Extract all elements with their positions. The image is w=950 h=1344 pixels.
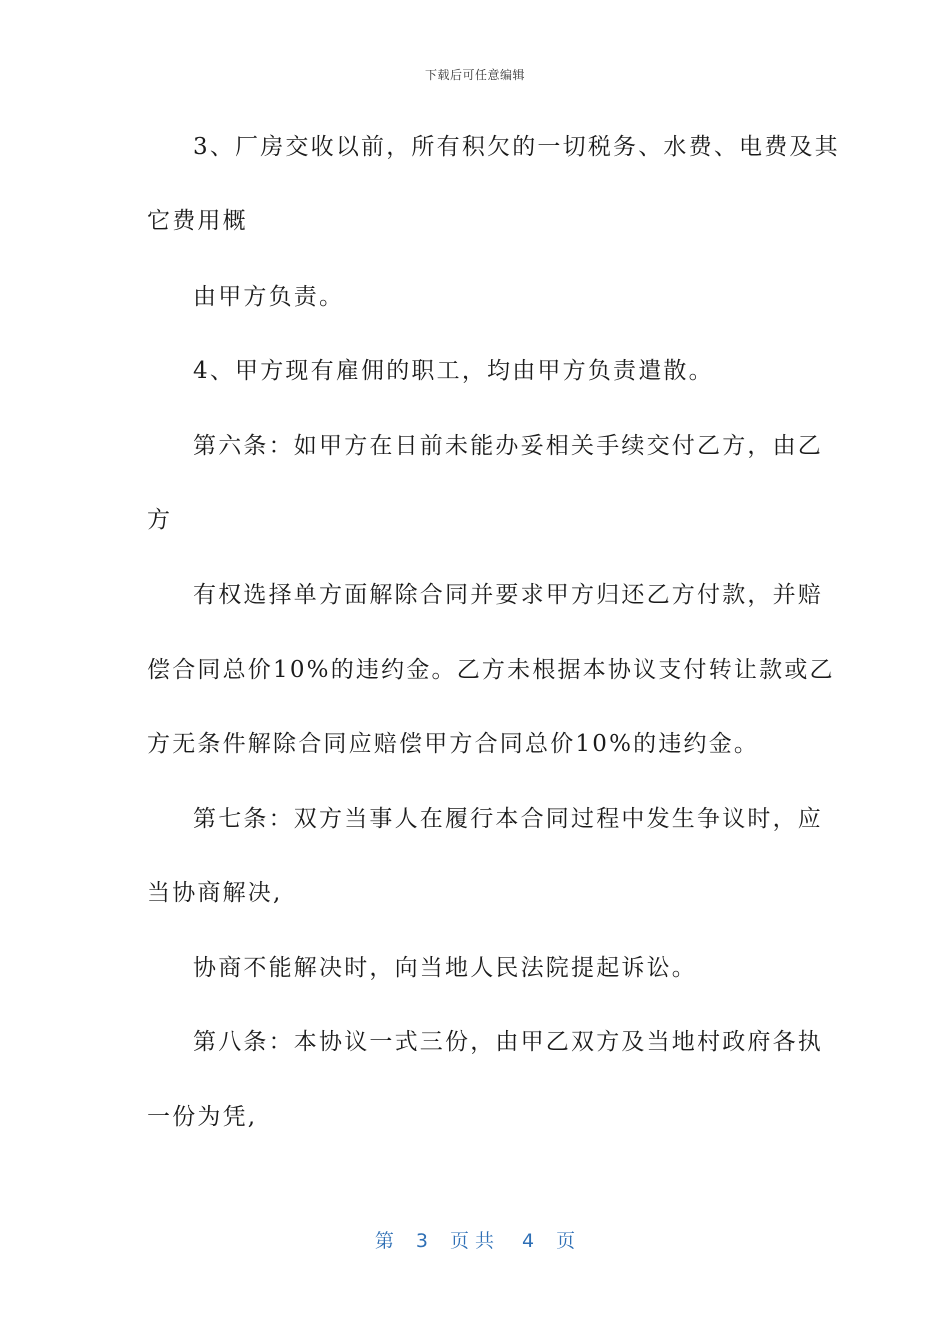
- footer-middle: 页共: [449, 1230, 500, 1252]
- footer-suffix: 页: [556, 1230, 576, 1252]
- paragraph-line: 当协商解决,: [147, 880, 283, 906]
- paragraph-line: 第六条：如甲方在日前未能办妥相关手续交付乙方，由乙: [193, 433, 823, 459]
- paragraph-line: 一份为凭,: [147, 1104, 258, 1130]
- paragraph-line: 由甲方负责。: [193, 284, 345, 310]
- header-note: 下载后可任意编辑: [424, 68, 525, 82]
- paragraph-line: 它费用概: [147, 208, 248, 234]
- paragraph-line: 偿合同总价10%的违约金。乙方未根据本协议支付转让款或乙: [147, 657, 835, 683]
- paragraph-line: 方无条件解除合同应赔偿甲方合同总价10%的违约金。: [147, 731, 760, 757]
- paragraph-line: 第八条：本协议一式三份，由甲乙双方及当地村政府各执: [193, 1029, 823, 1055]
- paragraph-line: 第七条：双方当事人在履行本合同过程中发生争议时，应: [193, 806, 823, 832]
- footer-current-page: 3: [415, 1230, 428, 1252]
- page-number-footer: [0, 1226, 950, 1253]
- paragraph-line: 3、厂房交收以前，所有积欠的一切税务、水费、电费及其: [193, 134, 840, 160]
- footer-total-pages: 4: [522, 1230, 535, 1252]
- footer-prefix: 第: [374, 1230, 394, 1252]
- paragraph-line: 4、甲方现有雇佣的职工，均由甲方负责遣散。: [193, 358, 714, 384]
- paragraph-line: 协商不能解决时，向当地人民法院提起诉讼。: [193, 955, 697, 981]
- paragraph-line: 方: [147, 507, 173, 533]
- paragraph-line: 有权选择单方面解除合同并要求甲方归还乙方付款，并赔: [193, 582, 823, 608]
